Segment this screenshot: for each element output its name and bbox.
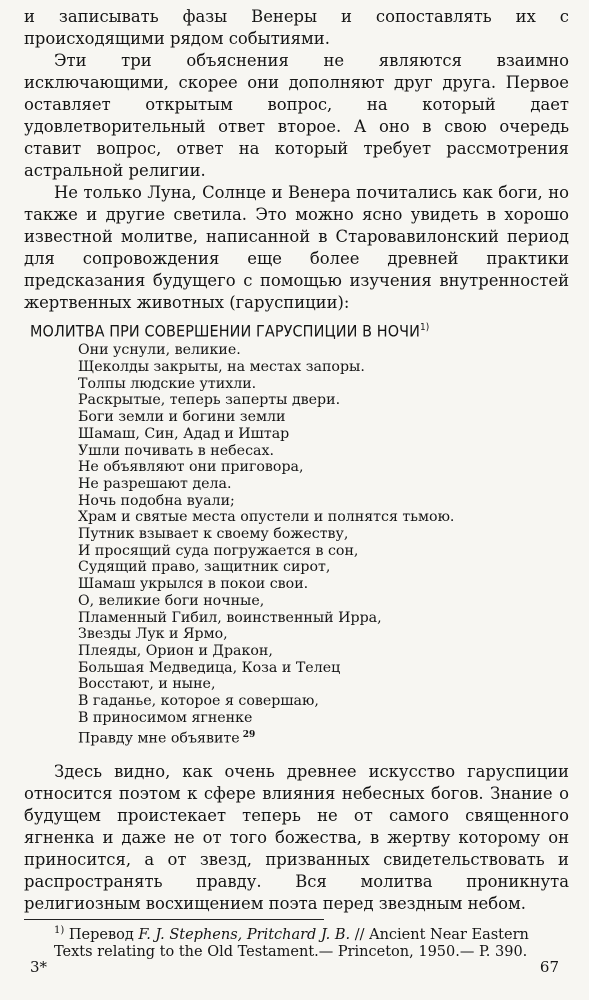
paragraph-continuation: и записывать фазы Венеры и сопоставлять их с происходящими рядом событиями. [24,7,569,48]
poem-line: В гаданье, которое я совершаю, [78,693,319,710]
paragraph-stars: Не только Луна, Солнце и Венера почитались как боги, но также и другие светила. Это можно ясно увидеть в хорошо известной молитве, написанной в Старовавилонский период для сопровождения еще более древней практики предсказания будущего с помощью изучения внутренностей жертвенных животных (гаруспиции): [24,183,569,312]
poem [78,342,569,747]
poem-line: Щеколды закрыты, на местах запоры. [78,359,365,376]
poem-endnote: 29 [239,729,256,740]
poem-line: И просящий суда погружается в сон, [78,542,359,559]
poem-line: Восстают, и ныне, [78,676,216,693]
poem-line: Раскрытые, теперь заперты двери. [78,392,341,409]
footnote: $^{1)}$ Перевод F. J. Stephens, Pritchard J. B. // Ancient Near Eastern Texts relating to the Old Testament.— Princeton, 1950.— P. 390. [54,924,529,960]
poem-line: Ночь подобна вуали; [78,492,235,509]
signature-mark: 3* [30,958,48,976]
poem-line: Боги земли и богини земли [78,409,286,426]
poem-line: Ушли почивать в небесах. [78,442,274,459]
paragraph-explanations: Эти три объяснения не являются взаимно исключающими, скорее они дополняют друг друга. Первое оставляет открытым вопрос, на который дает удовлетворительный ответ второе. А оно в свою очередь ставит вопрос, ответ на который требует рассмотрения астральной религии. [24,51,569,180]
page-number: 67 [539,958,559,976]
poem-title-note: 1) [419,322,430,333]
poem-line: Пламенный Гибил, воинственный Ирра, [78,609,382,626]
poem-line: Они уснули, великие. [78,342,241,359]
poem-line: Храм и святые места опустели и полнятся тьмою. [78,509,455,526]
poem-line: Звезды Лук и Ярмо, [78,626,228,643]
footnote-authors: F. J. Stephens, Pritchard J. B. [138,926,351,943]
poem-line: Правду мне объявите $^{29}$ [78,729,256,747]
poem-line: Шамаш, Син, Адад и Иштар [78,425,290,442]
poem-line: Плеяды, Орион и Дракон, [78,642,273,659]
poem-line: Путник взывает к своему божеству, [78,526,349,543]
poem-title: МОЛИТВА ПРИ СОВЕРШЕНИИ ГАРУСПИЦИИ В НОЧИ$^{1)}$ [30,321,430,341]
poem-line: Не объявляют они приговора, [78,459,304,476]
poem-line: Судящий право, защитник сирот, [78,559,331,576]
poem-line: В приносимом ягненке [78,709,253,726]
poem-line: Шамаш укрылся в покои свои. [78,576,309,593]
paragraph-analysis: Здесь видно, как очень древнее искусство гаруспиции относится поэтом к сфере влияния небесных богов. Знание о будущем проистекает теперь не от самого священного ягненка и даже не от того божества, в жертву которому он приносится, а от звезд, призванных свидетельствовать и распространять правду. Вся молитва проникнута религиозным восхищением поэта перед звездным небом. [24,761,569,913]
poem-line: Толпы людские утихли. [78,375,257,392]
poem-line: Большая Медведица, Коза и Телец [78,659,341,676]
poem-line: О, великие боги ночные, [78,592,265,609]
poem-line: Не разрешают дела. [78,475,232,492]
footnote-rule [24,919,324,920]
